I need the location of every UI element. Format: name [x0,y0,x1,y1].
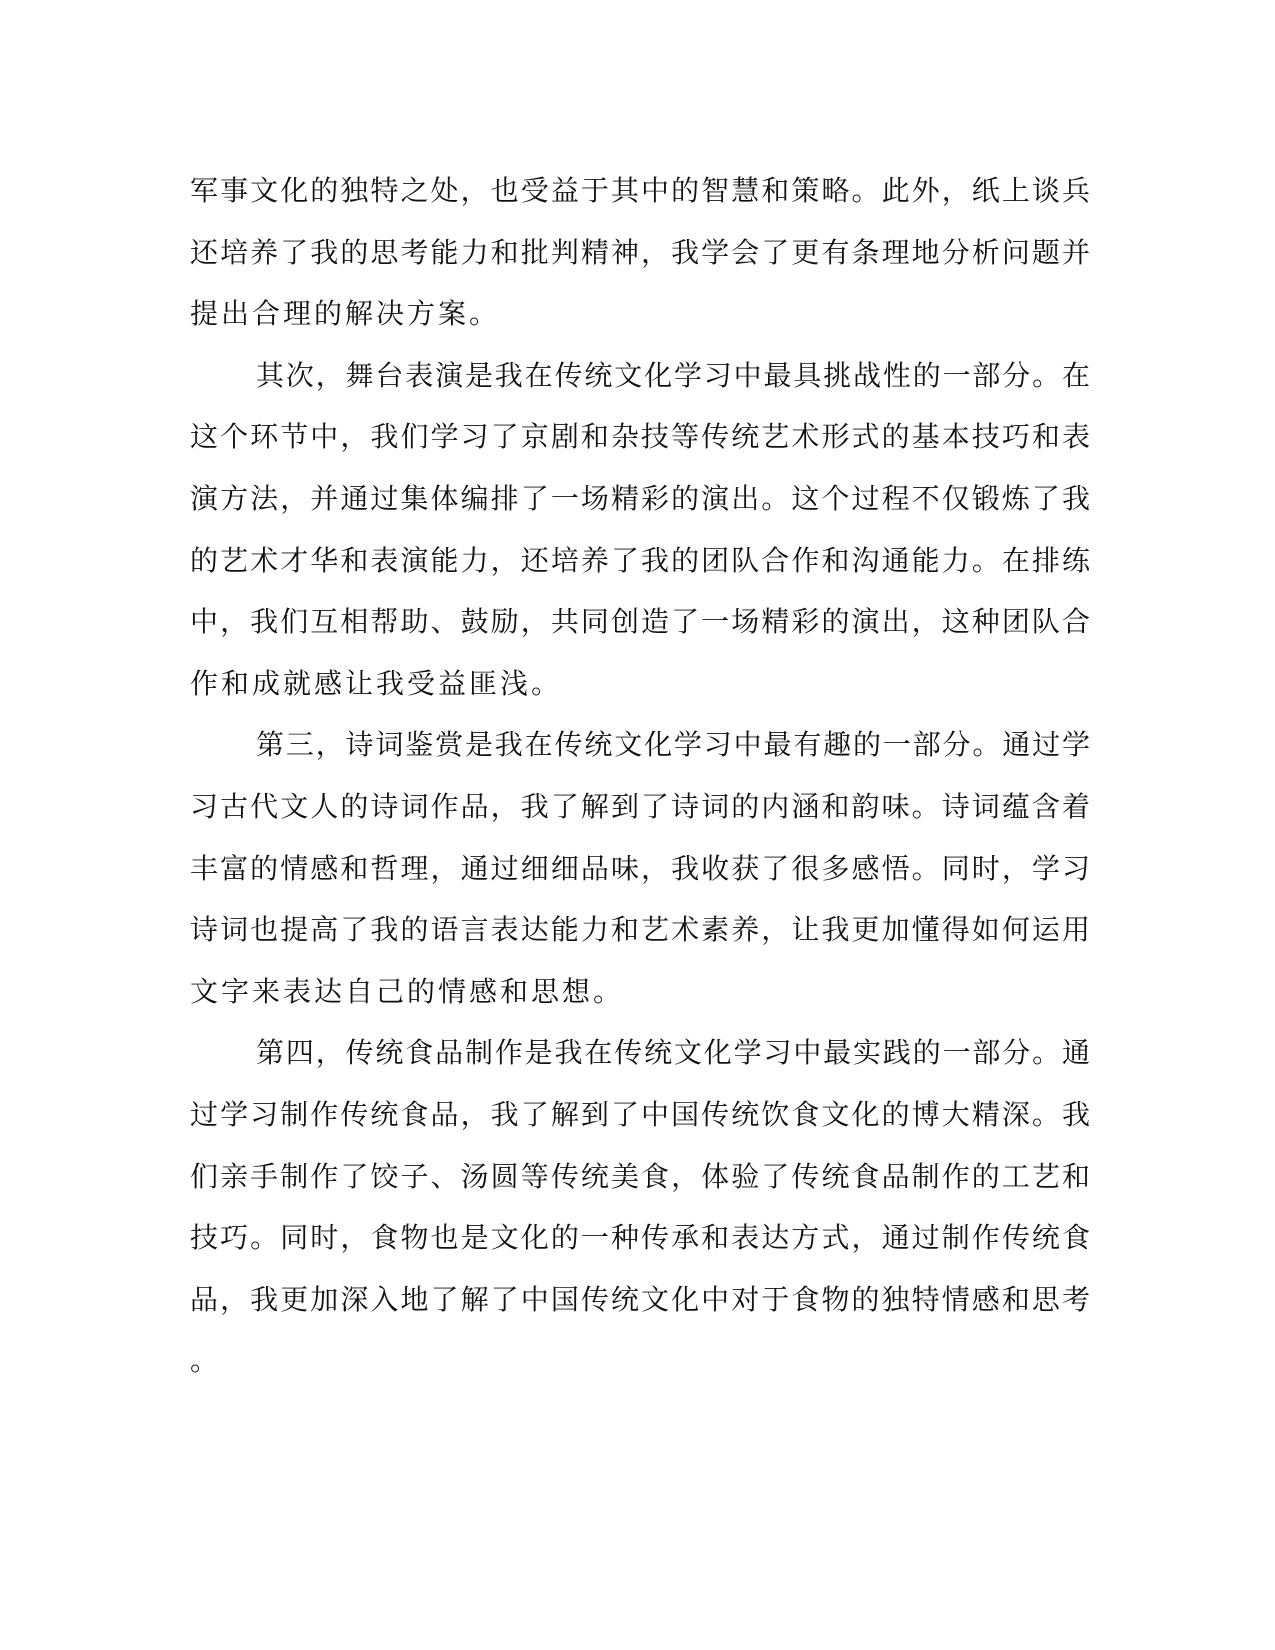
text-line: 的艺术才华和表演能力，还培养了我的团队合作和沟通能力。在排练 [190,543,1090,577]
text-line: 习古代文人的诗词作品，我了解到了诗词的内涵和韵味。诗词蕴含着 [190,789,1090,823]
text-line: 文字来表达自己的情感和思想。 [190,974,625,1008]
text-line: 作和成就感让我受益匪浅。 [190,666,563,700]
paragraph-first-line: 第三，诗词鉴赏是我在传统文化学习中最有趣的一部分。通过学 [256,728,1090,762]
text-lines [190,160,1090,1392]
text-line: 还培养了我的思考能力和批判精神，我学会了更有条理地分析问题并 [190,235,1090,269]
paragraph-first-line: 其次，舞台表演是我在传统文化学习中最具挑战性的一部分。在 [256,358,1090,392]
text-line: 技巧。同时，食物也是文化的一种传承和表达方式，通过制作传统食 [190,1221,1090,1255]
text-line: 。 [190,1344,222,1378]
text-line: 军事文化的独特之处，也受益于其中的智慧和策略。此外，纸上谈兵 [190,174,1090,207]
text-line: 这个环节中，我们学习了京剧和杂技等传统艺术形式的基本技巧和表 [190,420,1090,454]
text-line: 中，我们互相帮助、鼓励，共同创造了一场精彩的演出，这种团队合 [190,605,1090,639]
text-line: 品，我更加深入地了解了中国传统文化中对于食物的独特情感和思考 [190,1282,1090,1316]
text-line: 诗词也提高了我的语言表达能力和艺术素养，让我更加懂得如何运用 [190,913,1090,947]
text-line: 提出合理的解决方案。 [190,297,501,331]
text-line: 们亲手制作了饺子、汤圆等传统美食，体验了传统食品制作的工艺和 [190,1159,1090,1193]
paragraph-first-line: 第四，传统食品制作是我在传统文化学习中最实践的一部分。通 [256,1036,1090,1070]
text-line: 过学习制作传统食品，我了解到了中国传统饮食文化的博大精深。我 [190,1097,1090,1131]
text-line: 丰富的情感和哲理，通过细细品味，我收获了很多感悟。同时，学习 [190,851,1090,885]
document-body [190,160,1090,1392]
text-line: 演方法，并通过集体编排了一场精彩的演出。这个过程不仅锻炼了我 [190,481,1090,515]
